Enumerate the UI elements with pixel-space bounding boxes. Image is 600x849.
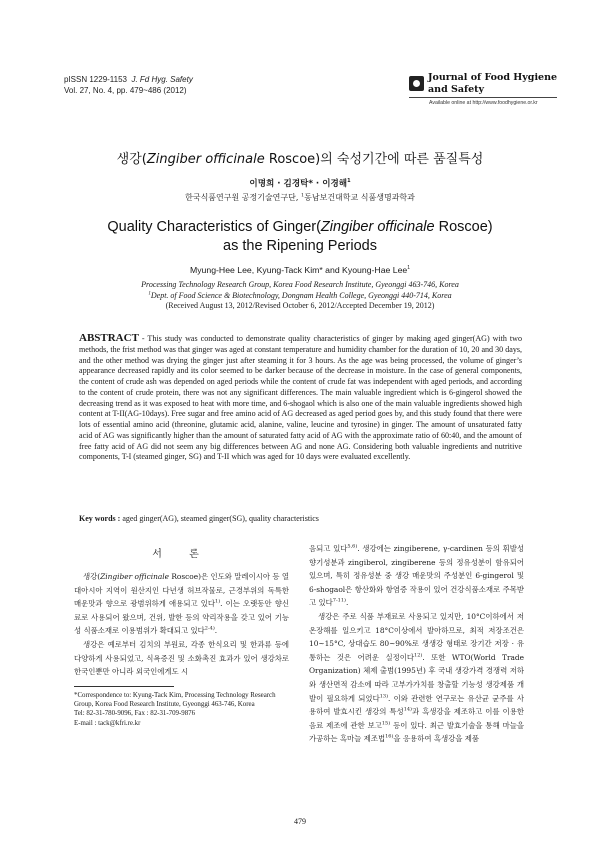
footnote-rule xyxy=(74,686,174,687)
keywords xyxy=(79,514,522,523)
en-affil-line2-sup: 1 xyxy=(148,290,151,296)
en-title-pre: Quality Characteristics of Ginger( xyxy=(107,219,321,235)
rc-p2-d: 과 흑생강을 제조하고 이를 이용한 음료 제조에 관한 보고 xyxy=(309,707,524,730)
en-title-line2: as the Ripening Periods xyxy=(223,238,377,254)
lc-p1-sup2: 2-4) xyxy=(204,625,215,632)
en-title-species: Zingiber officinale xyxy=(320,219,435,235)
en-affil-line1: Processing Technology Research Group, Korea Food Research Institute, Gyeonggi 463-746, Korea xyxy=(141,280,459,289)
ko-title-pre: 생강( xyxy=(116,152,147,167)
left-paragraph-2: 생강은 예로부터 김치의 부원료, 각종 한식요리 및 한과류 등에 다양하게 사용되었고, 식욕증진 및 소화촉진 효과가 있어 생강차로 한국인뿐만 아니라 외국인에게도 시 xyxy=(74,639,289,677)
lc-p1-b: Roscoe)은 인도와 말레이시아 등 열대아시아 지역이 원산지인 다년생 허브작물로, 근경부위의 독특한 매운맛과 향으로 광범위하게 애용되고 있다 xyxy=(74,572,289,609)
footnote-line1: *Correspondence to: Kyung-Tack Kim, Processing Technology Research Group, Korea Food Research Institute, Gyeonggi 463-746, Korea xyxy=(74,692,276,709)
lc-p1-a: 생강( xyxy=(83,572,101,581)
right-column xyxy=(309,542,524,746)
rc-p2-e: 등이 있다. 최근 발효기술을 통해 마늘을 가공하는 흑마늘 제조법 xyxy=(309,720,524,744)
right-paragraph-2 xyxy=(309,610,524,746)
journal-logo-icon xyxy=(409,76,424,91)
rc-p2-sup1: 12) xyxy=(414,652,423,659)
ko-authors-text: 이명희 · 김경탁* · 이경해 xyxy=(249,179,348,189)
lc-p1-c: . 이는 오랫동안 향신료로 사용되어 왔으며, 건위, 발한 등의 약리작용을 갖고 있어 기능성 식품소재로 이용범위가 확대되고 있다 xyxy=(74,599,289,636)
abstract xyxy=(79,333,522,463)
page-number: 479 xyxy=(294,817,306,826)
en-authors-text: Myung-Hee Lee, Kyung-Tack Kim* and Kyoung-Hae Lee xyxy=(189,265,408,275)
en-title-line1 xyxy=(0,218,600,237)
logo-divider xyxy=(409,97,557,98)
rc-p2-a: 생강은 주로 식품 부재료로 사용되고 있지만, 10°C이하에서 저온장해를 일으키고 18°C이상에서 발아하므로, 최적 저장조건은 10~15°C, 상대습도 80~90%로 생생강 형태로 장기간 저장 · 유통하는 것은 어려운 실정이다 xyxy=(309,611,524,662)
footnote-line2: Tel: 82-31-780-9096, Fax : 82-31-709-9876 xyxy=(74,710,196,718)
right-paragraph-1 xyxy=(309,542,524,610)
ko-affil-sup: 1 xyxy=(300,192,305,199)
rc-p1-b: . 생강에는 zingiberene, γ-cardinen 등의 휘발성 향기성분과 zingiberol, zingiberene 등의 정유성분이 함유되어 있으며, 특히 정유성분 중 생강 매운맛의 주성분인 6-gingerol 및 6-shogaol은 항산화와 항염증 작용이 있어 건강식품소재로 주목받고 있다 xyxy=(309,544,524,608)
korean-authors xyxy=(0,177,600,189)
rc-p2-f: 을 응용하여 흑생강을 제품 xyxy=(393,734,480,744)
abstract-body: - This study was conducted to demonstrate quality characteristics of ginger by making aged ginger(AG) with two methods, the frist method was that ginger was aged at constant temperature and humidity chamber for the duration of 10, 20 and 30 days, and the other method was drying the ginger just after steaming it for 3 hours. As the age was being processed, the volume of ginger’s appearance decreased rapidly and its color seemed to be darker because of the decrease in moisture. In the case of general components, the content of crude ash was depended on aged periods while the content of crude fat was independent with aged periods, and according to the content of crude protein, there was not any significant differences. The main valuable ingredient which is 6-gingerol showed the decreasing trend as it was exposed to heat with more time, and 6-shogaol which is also one of the main valuable ingredients showed high content at T-II(AG-10days). Free sugar and free amino acid of AG decreased as aged period goes by, and this study found that there were lots of essential amino acid (threonine, glutamic acid, alanine, valine, leucine and tyrosine) in ginger. The amount of unsaturated fatty acid of AG was significantly higher than the amount of saturated fatty acid of AG with the approximate ratio of 60:40, and the amount of free fatty acid of AG did not seem any big differences between AG and none AG. Considering both valuable ingredients and nutritive components, T-I (steamed ginger, SG) and T-II which was aged for 10 days were evaluated excellently. xyxy=(79,334,522,462)
english-affiliation xyxy=(0,280,600,312)
volume-line: Vol. 27, No. 4, pp. 479~486 (2012) xyxy=(64,86,187,95)
rc-p2-sup2: 13) xyxy=(379,693,389,700)
keywords-label: Key words : xyxy=(79,514,121,523)
lc-p1-d: . xyxy=(214,626,218,636)
section-heading: 서 론 xyxy=(152,549,211,560)
journal-logo-title xyxy=(428,72,557,96)
en-affil-line2: Dept. of Food Science & Biotechnology, Dongnam Health College, Gyeonggi 440-714, Korea xyxy=(150,290,452,300)
en-affil-line2-wrap xyxy=(0,291,600,302)
logo-title-line2: and Safety xyxy=(428,84,485,95)
rc-p1-a: 음되고 있다 xyxy=(309,544,348,553)
correspondence-footnote xyxy=(74,691,292,728)
logo-title-line1: Journal of Food Hygiene xyxy=(428,72,558,83)
ko-title-post: Roscoe)의 숙성기간에 따른 품질특성 xyxy=(264,152,484,167)
rc-p2-sup3: 14) xyxy=(403,706,413,713)
en-title-post: Roscoe) xyxy=(434,219,493,235)
rc-p1-c: . xyxy=(345,598,349,608)
korean-title xyxy=(0,148,600,167)
keywords-text: aged ginger(AG), steamed ginger(SG), quality characteristics xyxy=(120,514,319,523)
rc-p2-b: . 또한 WTO(World Trade Organization) 체제 출범(1995년) 후 국내 생강가격 경쟁력 저하와 생산면적 감소에 따라 고부가가치를 창출할 기능성 생강제품 개발이 필요하게 되었다 xyxy=(309,652,524,703)
footnote-email[interactable]: E-mail : tack@kfri.re.kr xyxy=(74,719,141,727)
english-authors xyxy=(0,265,600,275)
ko-affil-second: 동남보건대학교 식품생명과학과 xyxy=(304,193,415,202)
received-dates: (Received August 13, 2012/Revised October 6, 2012/Accepted December 19, 2012) xyxy=(165,301,435,311)
rc-p2-sup5: 16) xyxy=(385,733,394,740)
issn-header xyxy=(64,74,193,96)
rc-p2-c: . 이와 관련한 연구로는 유산균 균주를 사용하여 발효시킨 생강의 특성 xyxy=(309,693,524,717)
ko-authors-sup: 1 xyxy=(347,178,351,185)
left-column xyxy=(74,570,289,679)
issn-text: pISSN 1229-1153 xyxy=(64,75,128,84)
korean-affiliation xyxy=(0,192,600,203)
rc-p1-sup2: 7-11) xyxy=(332,597,346,604)
lc-p1-species: Zingiber officinale xyxy=(100,572,169,581)
abstract-heading: ABSTRACT xyxy=(79,332,139,344)
journal-abbrev: J. Fd Hyg. Safety xyxy=(131,75,193,84)
ko-title-species: Zingiber officinale xyxy=(146,152,265,167)
rc-p2-sup4: 15) xyxy=(381,720,391,727)
left-paragraph-1 xyxy=(74,570,289,638)
rc-p1-sup1: 5,6) xyxy=(347,543,358,550)
journal-url[interactable]: Available online at http://www.foodhygiene.or.kr xyxy=(429,100,538,106)
ko-affil-main: 한국식품연구원 공정기술연구단, xyxy=(185,193,301,202)
english-title xyxy=(0,218,600,256)
lc-p1-sup1: 1) xyxy=(215,598,221,605)
en-authors-sup: 1 xyxy=(407,265,411,272)
